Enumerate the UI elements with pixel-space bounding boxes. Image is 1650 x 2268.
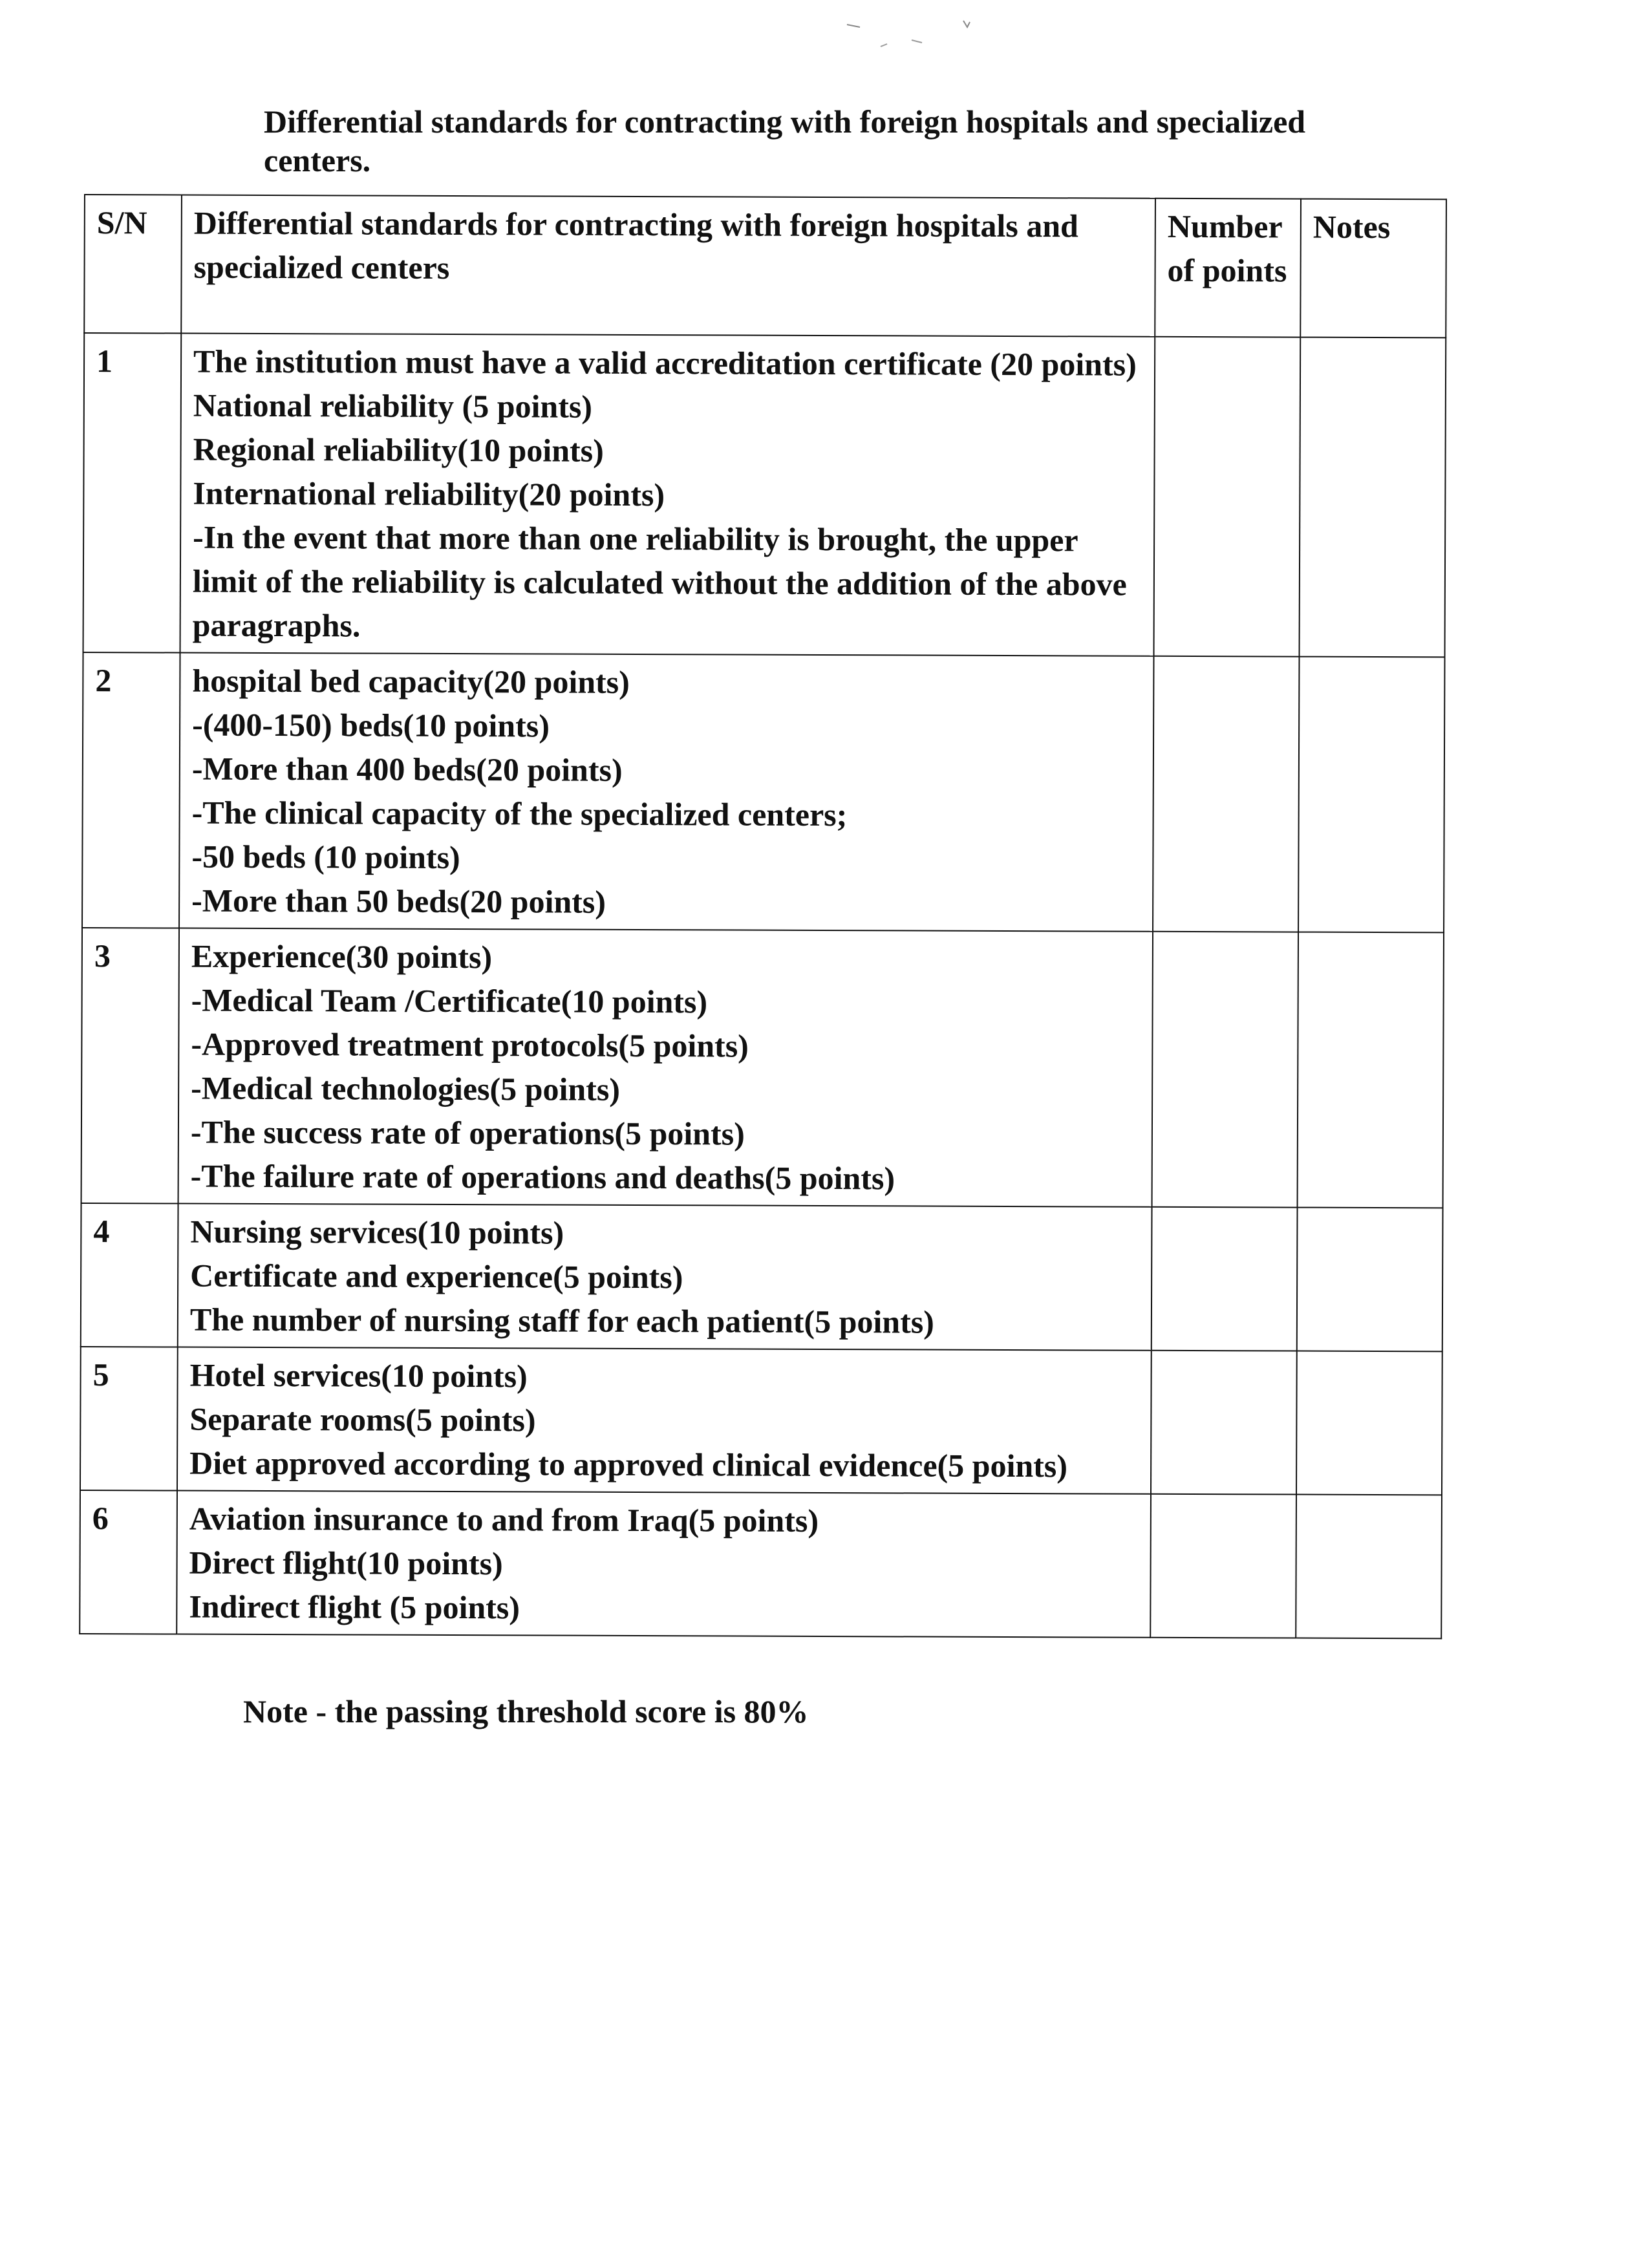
- criterion-line: hospital bed capacity(20 points): [192, 662, 630, 700]
- criterion-line: Indirect flight (5 points): [189, 1588, 520, 1626]
- row-notes: [1296, 1495, 1442, 1639]
- row-criteria: [177, 1347, 1152, 1494]
- header-notes: Notes: [1300, 199, 1446, 338]
- standards-table: [79, 194, 1447, 1639]
- criterion-line: The institution must have a valid accreditation certificate (20 points): [193, 343, 1137, 383]
- criterion-line: National reliability (5 points): [193, 387, 593, 425]
- row-number-of-points: [1152, 1207, 1298, 1351]
- table-row: [81, 928, 1444, 1208]
- row-number-of-points: [1152, 932, 1298, 1208]
- criterion-line: Experience(30 points): [191, 937, 493, 976]
- row-sn: 6: [80, 1490, 177, 1634]
- criterion-line: -Medical Team /Certificate(10 points): [191, 981, 708, 1020]
- criterion-line: Regional reliability(10 points): [193, 431, 604, 469]
- row-sn: 5: [80, 1347, 178, 1491]
- header-standard: Differential standards for contracting with foreign hospitals and specialized centers: [181, 195, 1155, 337]
- criterion-line: -The success rate of operations(5 points): [190, 1113, 745, 1152]
- row-number-of-points: [1153, 656, 1299, 932]
- row-number-of-points: [1154, 337, 1301, 657]
- criterion-line: -The clinical capacity of the specialized centers;: [191, 794, 848, 833]
- row-notes: [1300, 337, 1446, 658]
- header-number-of-points: Number of points: [1155, 198, 1301, 337]
- row-criteria: [177, 1491, 1151, 1638]
- row-sn: 3: [81, 928, 179, 1204]
- row-notes: [1298, 932, 1444, 1208]
- row-criteria: [178, 928, 1153, 1207]
- criterion-line: International reliability(20 points): [193, 475, 665, 513]
- table-row: [80, 1490, 1442, 1638]
- criterion-line: -Medical technologies(5 points): [191, 1069, 621, 1107]
- criterion-line: -(400-150) beds(10 points): [192, 706, 550, 744]
- criterion-line: Aviation insurance to and from Iraq(5 points): [189, 1500, 819, 1539]
- row-notes: [1297, 1208, 1443, 1352]
- table-header-row: [84, 195, 1446, 337]
- row-notes: [1298, 657, 1444, 933]
- criterion-line: Hotel services(10 points): [189, 1356, 528, 1395]
- row-number-of-points: [1150, 1494, 1296, 1638]
- criterion-line: Direct flight(10 points): [189, 1544, 503, 1582]
- criterion-line: Separate rooms(5 points): [189, 1400, 536, 1439]
- table-row: [81, 1203, 1443, 1351]
- row-sn: 2: [82, 652, 180, 928]
- row-notes: [1296, 1351, 1442, 1495]
- row-number-of-points: [1151, 1351, 1297, 1495]
- document-title: Differential standards for contracting with foreign hospitals and specialized centers.: [264, 103, 1306, 178]
- header-sn: S/N: [84, 195, 182, 334]
- criterion-line: -50 beds (10 points): [191, 838, 460, 876]
- criterion-line: -The failure rate of operations and deaths(5 points): [190, 1157, 895, 1197]
- row-criteria: [180, 334, 1155, 656]
- row-criteria: [179, 653, 1153, 932]
- criterion-line: Nursing services(10 points): [190, 1213, 564, 1251]
- table-row: [82, 652, 1444, 932]
- criterion-line: -More than 400 beds(20 points): [191, 750, 623, 788]
- table-row: [80, 1347, 1442, 1495]
- row-sn: 1: [83, 333, 182, 653]
- table-row: [83, 333, 1446, 657]
- criterion-line: -More than 50 beds(20 points): [191, 882, 606, 920]
- criterion-line: -Approved treatment protocols(5 points): [191, 1025, 749, 1064]
- scan-artifact-marks: [841, 18, 983, 57]
- criterion-line: -In the event that more than one reliability is brought, the upper limit of the reliability is calculated without the addition of the above paragraphs.: [192, 519, 1127, 644]
- criterion-line: Diet approved according to approved clinical evidence(5 points): [189, 1444, 1068, 1484]
- row-criteria: [178, 1204, 1152, 1351]
- row-sn: 4: [81, 1203, 178, 1347]
- criterion-line: The number of nursing staff for each patient(5 points): [189, 1301, 935, 1340]
- criterion-line: Certificate and experience(5 points): [190, 1257, 683, 1296]
- passing-threshold-note: Note - the passing threshold score is 80%: [243, 1693, 809, 1729]
